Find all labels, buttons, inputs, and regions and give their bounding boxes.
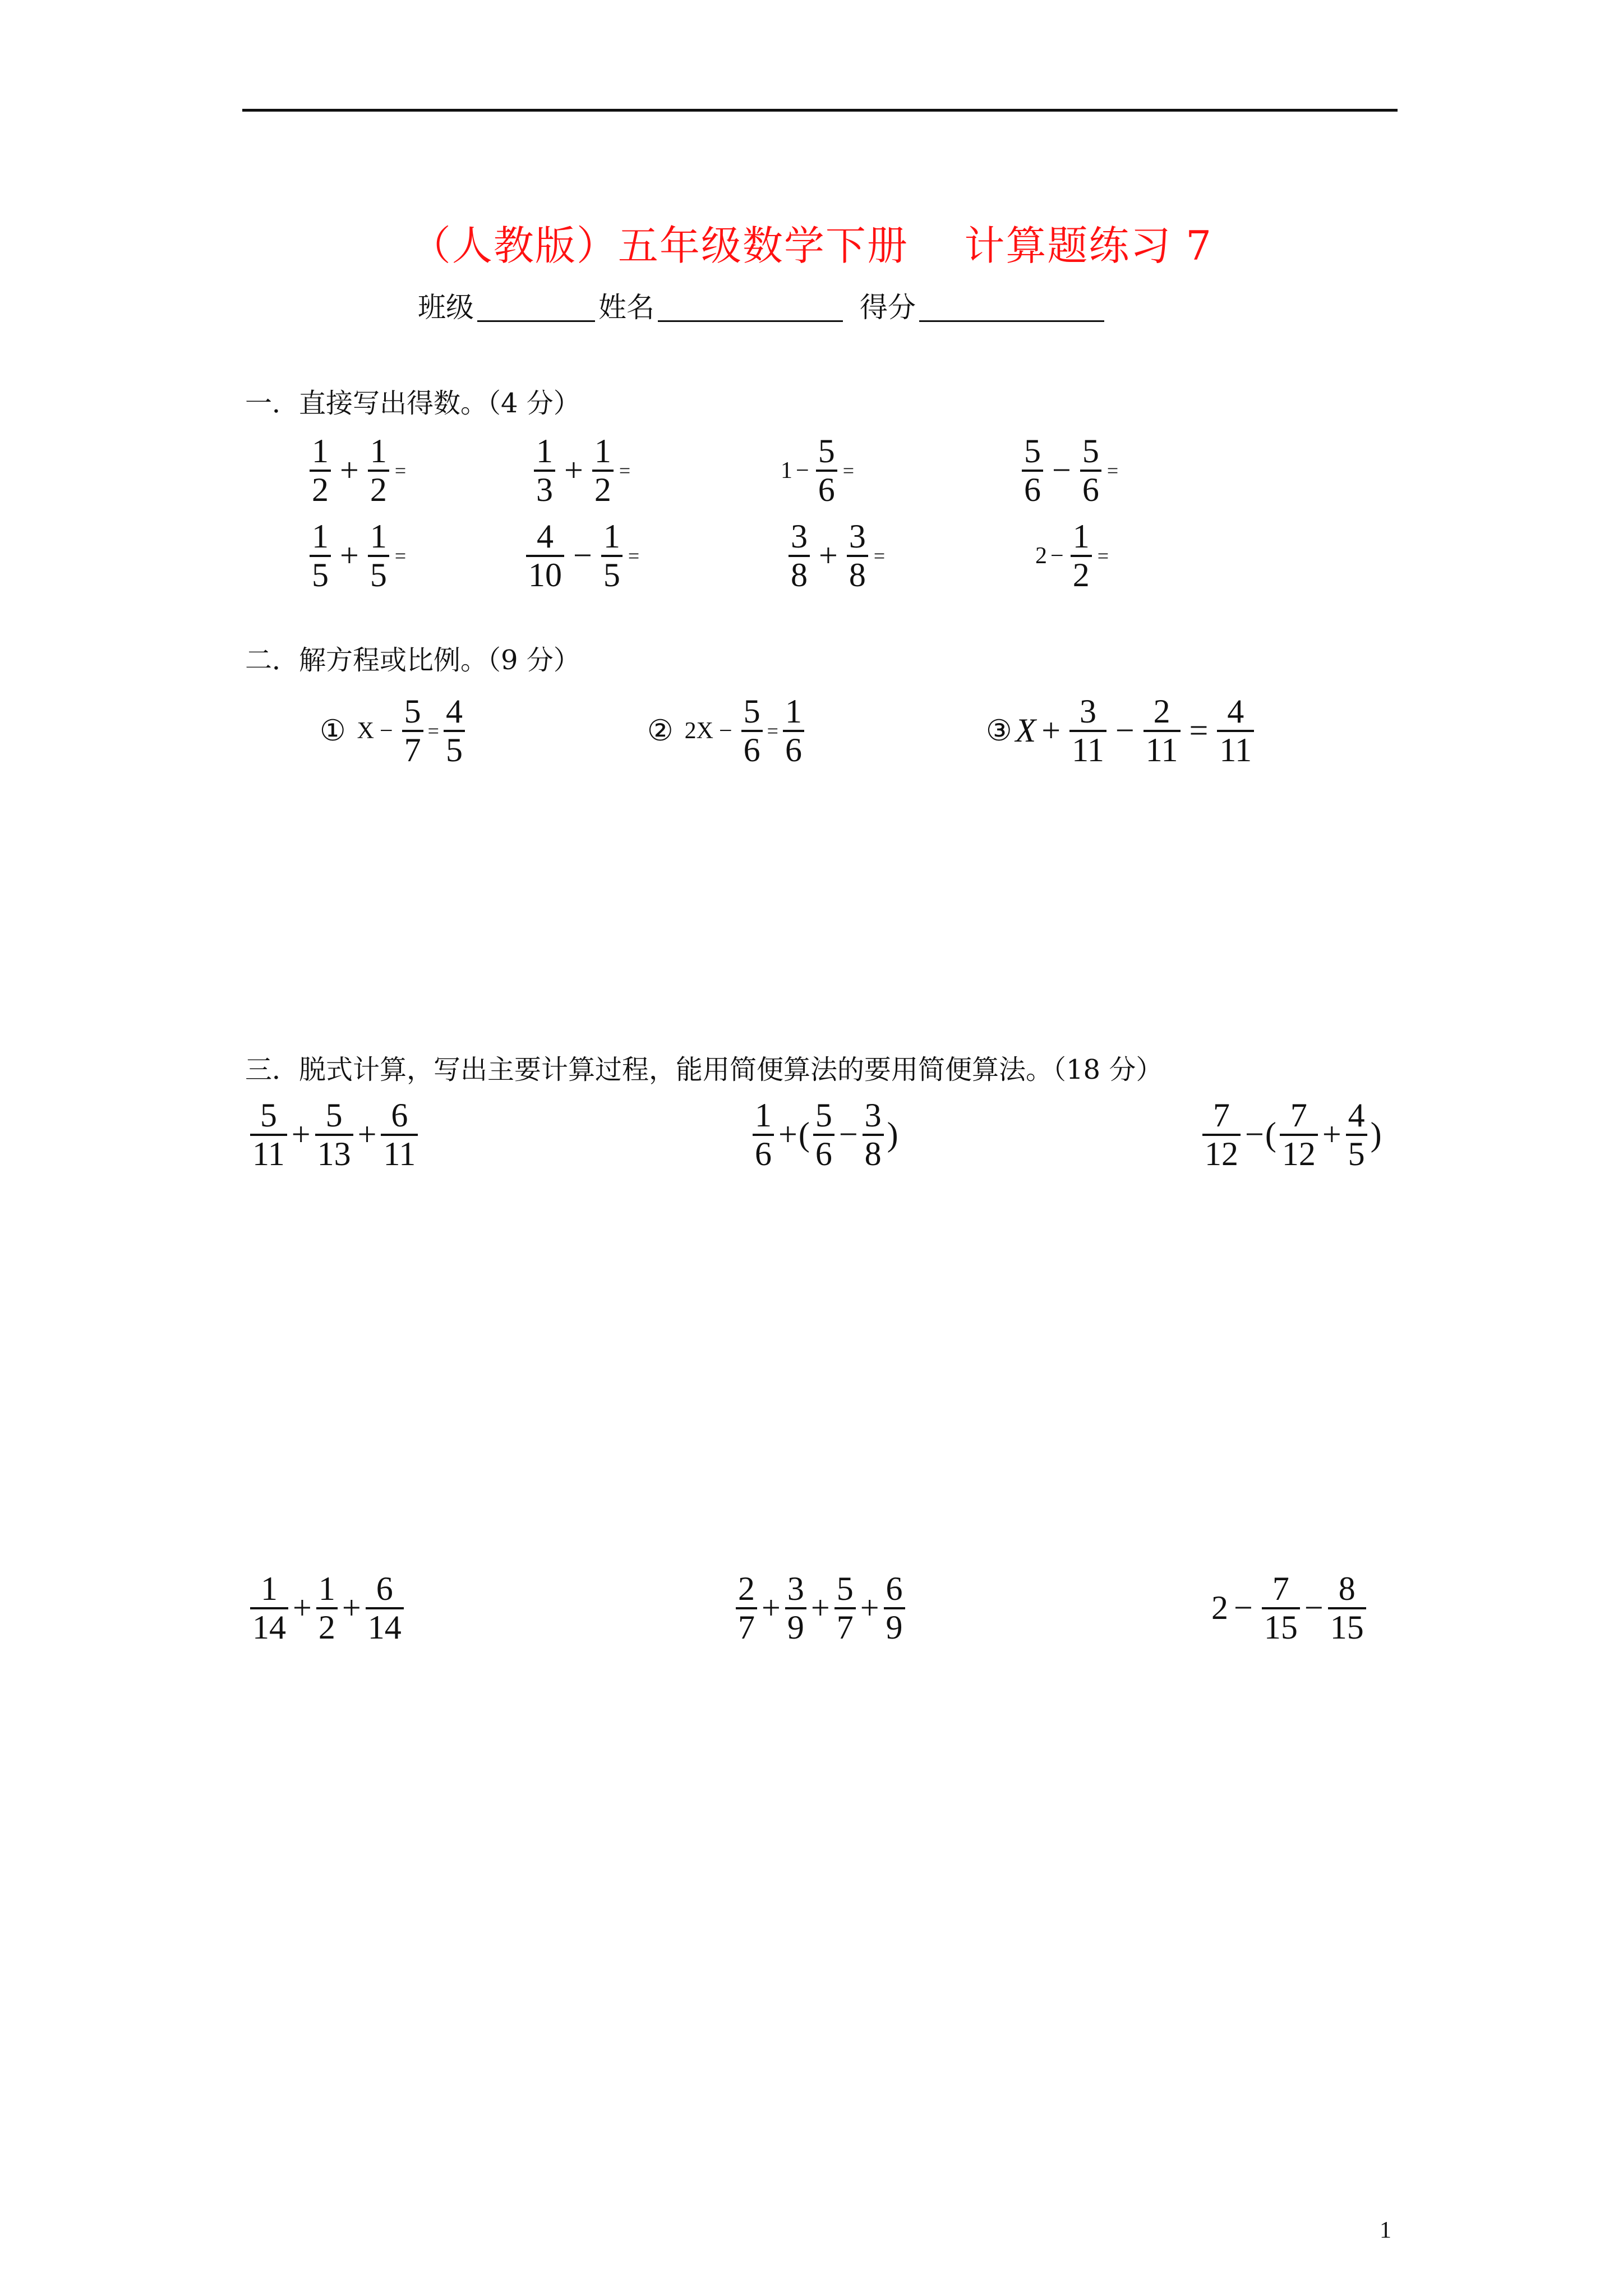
math-symbol: − <box>796 457 809 484</box>
fraction <box>1080 433 1101 508</box>
numerator: 1 <box>536 432 553 470</box>
numerator: 1 <box>603 518 620 555</box>
numerator: 5 <box>325 1097 343 1134</box>
denominator: 14 <box>367 1608 402 1646</box>
math-symbol: = <box>394 459 407 482</box>
denominator: 5 <box>312 556 329 593</box>
numerator: 3 <box>1080 693 1097 730</box>
fraction <box>1202 1097 1241 1172</box>
denominator: 6 <box>755 1135 772 1172</box>
math-symbol: − <box>1234 1589 1253 1627</box>
fraction <box>1217 693 1254 769</box>
fraction <box>1328 1571 1366 1646</box>
numerator: 7 <box>1213 1097 1230 1134</box>
denominator: 15 <box>1330 1608 1364 1646</box>
page-number: 1 <box>1380 2217 1391 2243</box>
fraction <box>1346 1097 1367 1172</box>
fraction <box>1262 1571 1300 1646</box>
student-info-line <box>418 285 1108 325</box>
math-symbol: + <box>357 1116 377 1153</box>
math-symbol: + <box>778 1116 797 1153</box>
fraction <box>368 518 389 593</box>
numerator: 6 <box>886 1570 903 1607</box>
numerator: 1 <box>312 518 329 555</box>
math-symbol: − <box>573 537 592 574</box>
numerator: 3 <box>849 518 866 555</box>
numerator: 1 <box>1072 518 1090 555</box>
fraction <box>250 1571 288 1646</box>
denominator: 7 <box>404 731 421 769</box>
fraction <box>402 693 423 769</box>
denominator: 7 <box>738 1608 755 1646</box>
math-symbol: = <box>842 459 854 482</box>
denominator: 2 <box>370 471 387 508</box>
numerator: 5 <box>260 1097 277 1134</box>
fraction <box>884 1571 905 1646</box>
calc-problem-6 <box>1211 1571 1370 1646</box>
math-symbol: ( <box>1265 1116 1276 1153</box>
oral-item-2 <box>531 433 630 508</box>
equation-3 <box>986 693 1257 769</box>
math-symbol: − <box>1245 1116 1264 1153</box>
denominator: 6 <box>1082 471 1099 508</box>
numerator: 6 <box>376 1570 393 1607</box>
denominator: 5 <box>370 556 387 593</box>
numerator: 5 <box>1082 432 1099 470</box>
fraction <box>1280 1097 1318 1172</box>
fraction <box>310 433 331 508</box>
oral-item-6 <box>523 518 639 593</box>
denominator: 6 <box>815 1135 832 1172</box>
math-symbol: = <box>394 544 407 567</box>
fraction <box>381 1097 418 1172</box>
math-symbol: + <box>340 537 359 574</box>
math-symbol: − <box>718 717 732 744</box>
denominator: 9 <box>886 1608 903 1646</box>
section1-heading: 一．直接写出得数。（4 分） <box>245 388 580 419</box>
math-symbol: X <box>696 717 713 744</box>
fraction <box>863 1097 884 1172</box>
fraction <box>789 518 810 593</box>
denominator: 6 <box>1024 471 1041 508</box>
denominator: 11 <box>1219 731 1252 769</box>
math-symbol: + <box>291 1116 311 1153</box>
denominator: 2 <box>594 471 611 508</box>
fraction <box>534 433 555 508</box>
math-symbol: + <box>564 452 583 489</box>
fraction <box>315 1097 353 1172</box>
name-blank[interactable] <box>658 291 843 322</box>
denominator: 2 <box>318 1608 335 1646</box>
math-symbol: ) <box>1370 1116 1382 1153</box>
math-symbol: + <box>342 1589 361 1627</box>
numerator: 2 <box>738 1570 755 1607</box>
calc-problem-1 <box>247 1097 421 1172</box>
numerator: 1 <box>370 518 387 555</box>
denominator: 5 <box>445 731 463 769</box>
fraction <box>1022 433 1043 508</box>
math-symbol: + <box>810 1589 830 1627</box>
numerator: 1 <box>318 1570 335 1607</box>
math-symbol: 2 <box>1211 1589 1228 1627</box>
numerator: 5 <box>743 693 760 730</box>
denominator: 7 <box>836 1608 854 1646</box>
math-symbol: = <box>427 719 439 742</box>
numerator: 1 <box>312 432 329 470</box>
math-symbol: ( <box>798 1116 810 1153</box>
calc-problem-4 <box>247 1571 407 1646</box>
fraction <box>1069 693 1106 769</box>
fraction <box>526 518 564 593</box>
numerator: 6 <box>391 1097 408 1134</box>
fraction <box>368 433 389 508</box>
math-symbol: = <box>1097 544 1109 567</box>
fraction <box>250 1097 287 1172</box>
fraction <box>785 1571 806 1646</box>
fraction <box>601 518 623 593</box>
fraction <box>847 518 868 593</box>
numerator: 1 <box>755 1097 772 1134</box>
denominator: 11 <box>252 1135 285 1172</box>
header-rule <box>242 109 1398 112</box>
numerator: 4 <box>445 693 463 730</box>
numerator: 1 <box>261 1570 278 1607</box>
section2-heading: 二．解方程或比例。（9 分） <box>245 645 580 676</box>
math-symbol: − <box>1050 542 1064 569</box>
fraction <box>753 1097 774 1172</box>
math-symbol: − <box>1115 712 1135 749</box>
numerator: 5 <box>404 693 421 730</box>
numerator: 5 <box>815 1097 832 1134</box>
numerator: 1 <box>594 432 611 470</box>
oral-item-1 <box>306 433 406 508</box>
circled-number-1: ① <box>320 714 346 748</box>
class-blank[interactable] <box>477 291 595 322</box>
denominator: 6 <box>743 731 760 769</box>
denominator: 15 <box>1264 1608 1298 1646</box>
denominator: 5 <box>1348 1135 1365 1172</box>
class-label: 班级 <box>418 291 474 324</box>
math-symbol: − <box>379 717 393 744</box>
denominator: 10 <box>528 556 562 593</box>
oral-item-4 <box>1018 433 1118 508</box>
fraction <box>1144 693 1181 769</box>
math-symbol: X <box>357 717 374 744</box>
numerator: 5 <box>1024 432 1041 470</box>
math-symbol: = <box>1189 712 1209 749</box>
denominator: 8 <box>791 556 808 593</box>
numerator: 2 <box>1153 693 1170 730</box>
denominator: 2 <box>1072 556 1090 593</box>
fraction <box>816 433 837 508</box>
oral-item-3 <box>781 433 854 508</box>
calc-problem-3 <box>1199 1097 1382 1172</box>
fraction <box>310 518 331 593</box>
denominator: 12 <box>1281 1135 1316 1172</box>
oral-item-8 <box>1035 518 1109 593</box>
math-symbol: + <box>1322 1116 1341 1153</box>
math-symbol: + <box>819 537 838 574</box>
denominator: 8 <box>864 1135 882 1172</box>
denominator: 11 <box>1145 731 1178 769</box>
fraction <box>813 1097 834 1172</box>
numerator: 5 <box>818 432 835 470</box>
numerator: 1 <box>785 693 802 730</box>
math-symbol: 2 <box>684 717 697 744</box>
equation-1 <box>320 693 468 769</box>
denominator: 14 <box>252 1608 286 1646</box>
oral-item-7 <box>785 518 885 593</box>
fraction <box>741 693 763 769</box>
denominator: 8 <box>849 556 866 593</box>
math-symbol: + <box>860 1589 879 1627</box>
numerator: 3 <box>864 1097 882 1134</box>
denominator: 5 <box>603 556 620 593</box>
fraction <box>783 693 804 769</box>
math-symbol: − <box>1052 452 1071 489</box>
circled-number-3: ③ <box>986 714 1012 748</box>
numerator: 8 <box>1338 1570 1355 1607</box>
page-title: （人教版）五年级数学下册 计算题练习 7 <box>410 222 1213 269</box>
math-symbol: = <box>619 459 631 482</box>
fraction <box>1071 518 1092 593</box>
denominator: 11 <box>383 1135 416 1172</box>
math-symbol: + <box>1041 712 1061 749</box>
calc-problem-5 <box>732 1571 909 1646</box>
numerator: 4 <box>1227 693 1244 730</box>
denominator: 13 <box>317 1135 351 1172</box>
denominator: 2 <box>312 471 329 508</box>
math-symbol: 1 <box>781 457 792 484</box>
numerator: 1 <box>370 432 387 470</box>
math-symbol: + <box>340 452 359 489</box>
numerator: 5 <box>836 1570 854 1607</box>
denominator: 11 <box>1072 731 1104 769</box>
fraction <box>592 433 614 508</box>
denominator: 6 <box>785 731 802 769</box>
score-blank[interactable] <box>919 291 1104 322</box>
numerator: 3 <box>787 1570 804 1607</box>
numerator: 3 <box>791 518 808 555</box>
name-label: 姓名 <box>598 291 654 324</box>
oral-item-5 <box>306 518 406 593</box>
math-symbol: + <box>762 1589 781 1627</box>
denominator: 3 <box>536 471 553 508</box>
math-symbol: 2 <box>1035 542 1047 569</box>
calc-problem-2 <box>749 1097 898 1172</box>
denominator: 6 <box>818 471 835 508</box>
denominator: 12 <box>1205 1135 1238 1172</box>
numerator: 4 <box>537 518 554 555</box>
numerator: 7 <box>1290 1097 1307 1134</box>
numerator: 4 <box>1348 1097 1365 1134</box>
numerator: 7 <box>1272 1570 1289 1607</box>
math-symbol: + <box>293 1589 312 1627</box>
math-symbol: − <box>838 1116 858 1153</box>
math-symbol: = <box>873 544 886 567</box>
section3-heading: 三．脱式计算，写出主要计算过程，能用简便算法的要用简便算法。（18 分） <box>245 1054 1163 1085</box>
fraction <box>444 693 465 769</box>
math-symbol: = <box>1106 459 1119 482</box>
math-symbol: = <box>628 544 640 567</box>
math-symbol: − <box>1304 1589 1324 1627</box>
fraction <box>834 1571 856 1646</box>
math-symbol: = <box>767 719 778 742</box>
math-symbol: ) <box>887 1116 898 1153</box>
circled-number-2: ② <box>647 714 674 748</box>
denominator: 9 <box>787 1608 804 1646</box>
score-label: 得分 <box>860 291 916 324</box>
math-symbol: X <box>1015 712 1036 749</box>
fraction <box>366 1571 404 1646</box>
equation-2 <box>647 693 808 769</box>
fraction <box>736 1571 757 1646</box>
fraction <box>316 1571 338 1646</box>
